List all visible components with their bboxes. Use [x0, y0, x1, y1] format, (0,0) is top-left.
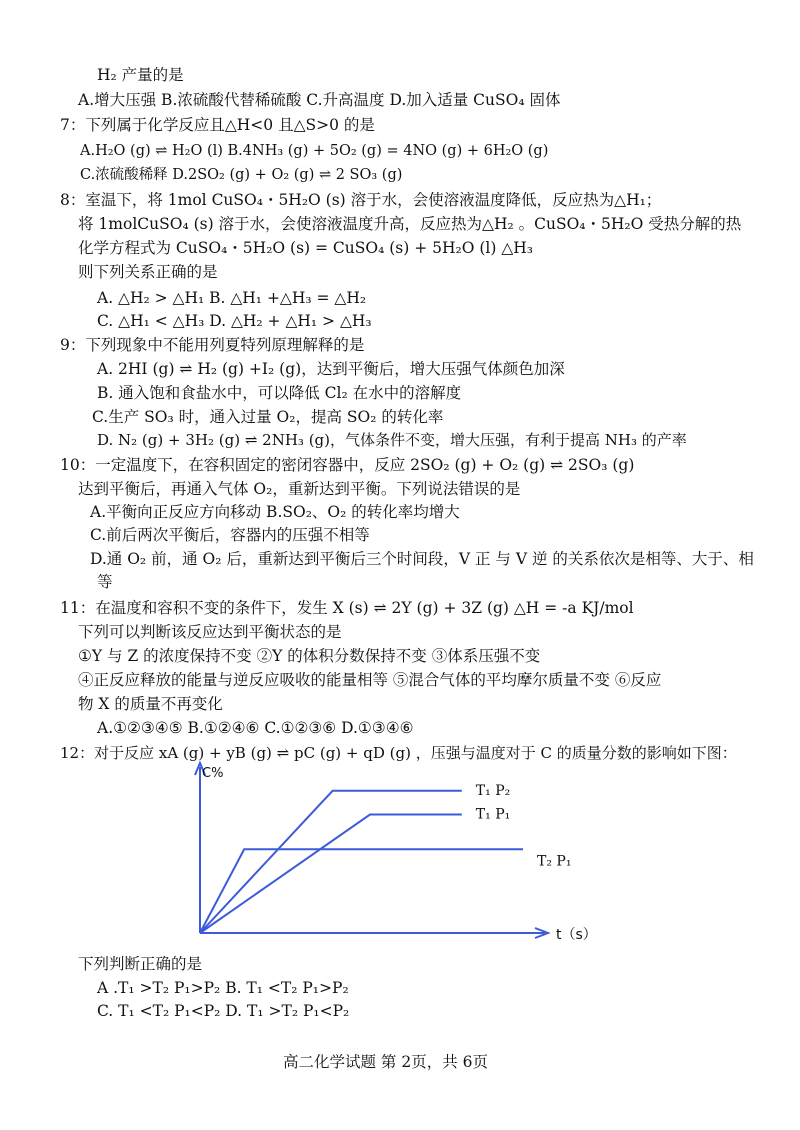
text-line: C.浓硫酸稀释 D.2SO₂ (g) + O₂ (g) ⇌ 2 SO₃ (g) — [80, 167, 403, 183]
text-line: D. N₂ (g) + 3H₂ (g) ⇌ 2NH₃ (g)，气体条件不变，增大压强，有利于提高 NH₃ 的产率 — [97, 431, 687, 449]
text-line: 7：下列属于化学反应且△H<0 且△S>0 的是 — [60, 116, 375, 134]
text-line: 化学方程式为 CuSO₄・5H₂O (s) = CuSO₄ (s) + 5H₂O (l) △H₃ — [78, 239, 533, 257]
text-line: 达到平衡后，再通入气体 O₂，重新达到平衡。下列说法错误的是 — [78, 480, 521, 498]
text-line: 下列可以判断该反应达到平衡状态的是 — [78, 623, 342, 641]
pressure-temperature-chart — [150, 755, 600, 955]
text-line: 下列判断正确的是 — [78, 955, 203, 973]
text-line: C.生产 SO₃ 时，通入过量 O₂，提高 SO₂ 的转化率 — [92, 408, 444, 426]
text-line: A.①②③④⑤ B.①②④⑥ C.①②③⑥ D.①③④⑥ — [97, 719, 414, 737]
text-line: 等 — [97, 573, 113, 591]
text-line: A. △H₂ > △H₁ B. △H₁ +△H₃ = △H₂ — [97, 289, 367, 307]
series-line — [200, 849, 523, 933]
text-line: A.H₂O (g) ⇌ H₂O (l) B.4NH₃ (g) + 5O₂ (g) = 4NO (g) + 6H₂O (g) — [80, 143, 549, 159]
text-line: 9：下列现象中不能用列夏特列原理解释的是 — [60, 336, 365, 354]
series-label: T₁ P₂ — [475, 782, 511, 799]
text-line: ①Y 与 Z 的浓度保持不变 ②Y 的体积分数保持不变 ③体系压强不变 — [78, 647, 541, 665]
text-line: B. 通入饱和食盐水中，可以降低 Cl₂ 在水中的溶解度 — [97, 384, 462, 402]
text-line: A .T₁ >T₂ P₁>P₂ B. T₁ <T₂ P₁>P₂ — [97, 979, 349, 997]
text-line: C.前后两次平衡后，容器内的压强不相等 — [90, 526, 370, 544]
page-footer: 高二化学试题 第 2页，共 6页 — [283, 1053, 489, 1071]
text-line: 物 X 的质量不再变化 — [78, 695, 223, 713]
series-line — [200, 815, 462, 934]
series-label: T₁ P₁ — [475, 806, 511, 823]
text-line: 8：室温下，将 1mol CuSO₄・5H₂O (s) 溶于水，会使溶液温度降低，反应热为△H₁； — [60, 191, 662, 209]
text-line: 11：在温度和容积不变的条件下，发生 X (s) ⇌ 2Y (g) + 3Z (g) △H = -a KJ/mol — [60, 599, 634, 617]
text-line: 12：对于反应 xA (g) + yB (g) ⇌ pC (g) + qD (g) ，压强与温度对于 C 的质量分数的影响如下图： — [60, 744, 737, 762]
x-axis-label: t（s） — [556, 927, 597, 943]
text-line: 将 1molCuSO₄ (s) 溶于水，会使溶液温度升高，反应热为△H₂ 。CuSO₄・5H₂O 受热分解的热 — [78, 215, 742, 233]
text-line: A. 2HI (g) ⇌ H₂ (g) +I₂ (g)，达到平衡后，增大压强气体颜色加深 — [97, 360, 565, 378]
text-line: A.增大压强 B.浓硫酸代替稀硫酸 C.升高温度 D.加入适量 CuSO₄ 固体 — [78, 91, 561, 109]
text-line: H₂ 产量的是 — [97, 66, 184, 84]
text-line: ④正反应释放的能量与逆反应吸收的能量相等 ⑤混合气体的平均摩尔质量不变 ⑥反应 — [78, 671, 662, 689]
text-line: D.通 O₂ 前，通 O₂ 后，重新达到平衡后三个时间段，V 正 与 V 逆 的关系依次是相等、大于、相 — [90, 550, 754, 568]
series-label: T₂ P₁ — [537, 853, 572, 870]
y-axis-label: C% — [202, 766, 224, 781]
text-line: 则下列关系正确的是 — [78, 263, 218, 281]
text-line: C. T₁ <T₂ P₁<P₂ D. T₁ >T₂ P₁<P₂ — [97, 1002, 350, 1020]
series-line — [200, 791, 462, 933]
text-line: A.平衡向正反应方向移动 B.SO₂、O₂ 的转化率均增大 — [90, 503, 460, 521]
text-line: 10：一定温度下，在容积固定的密闭容器中，反应 2SO₂ (g) + O₂ (g) ⇌ 2SO₃ (g) — [60, 456, 635, 474]
text-line: C. △H₁ < △H₃ D. △H₂ + △H₁ > △H₃ — [97, 312, 372, 330]
